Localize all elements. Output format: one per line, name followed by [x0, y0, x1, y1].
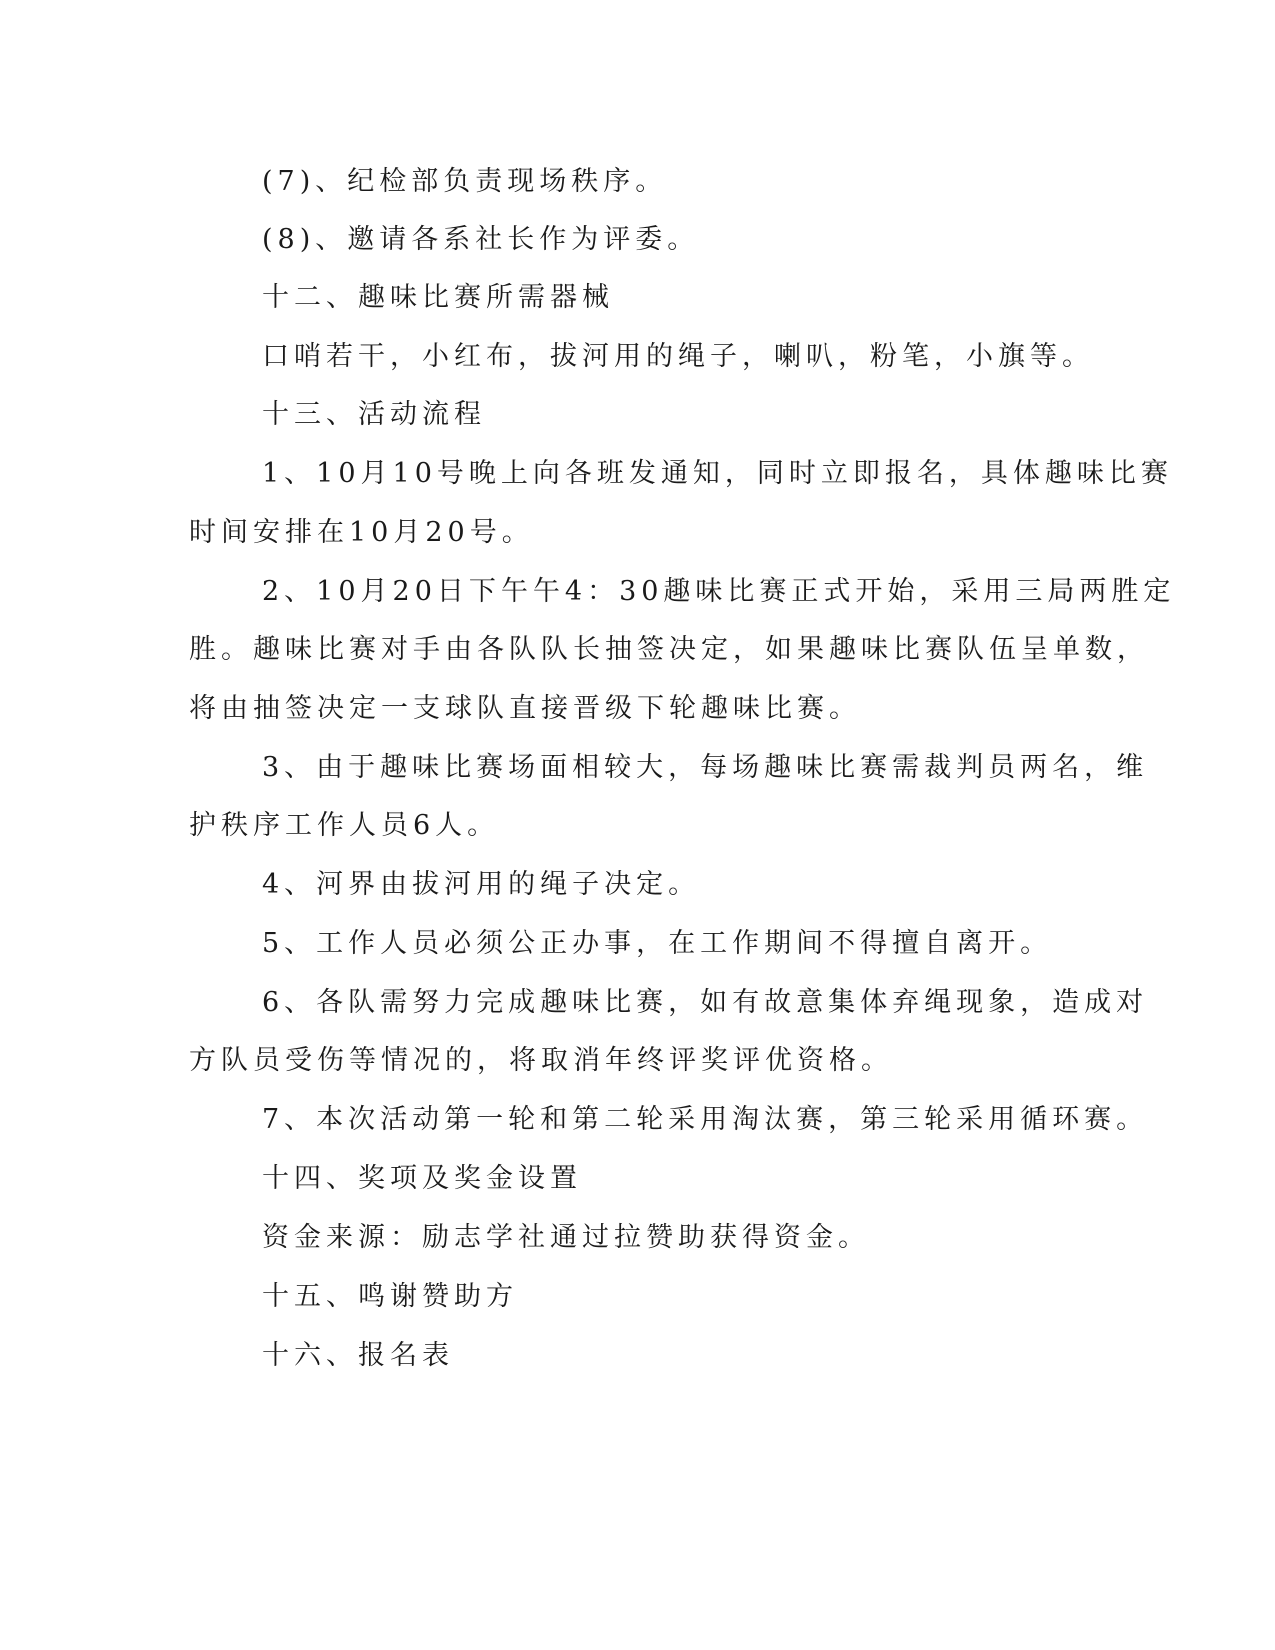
flow-step-6-line-2: 方队员受伤等情况的，将取消年终评奖评优资格。 — [189, 1045, 893, 1076]
flow-step-3-line-2: 护秩序工作人员6人。 — [189, 810, 500, 841]
section-14-heading: 十四、奖项及奖金设置 — [262, 1163, 582, 1194]
funding-source: 资金来源：励志学社通过拉赞助获得资金。 — [262, 1222, 870, 1253]
flow-step-4: 4、河界由拔河用的绳子决定。 — [262, 869, 701, 900]
flow-step-2-line-3: 将由抽签决定一支球队直接晋级下轮趣味比赛。 — [189, 693, 861, 724]
flow-step-2-line-1: 2、10月20日下午午4：30趣味比赛正式开始，采用三局两胜定 — [262, 576, 1176, 607]
section-13-heading: 十三、活动流程 — [262, 399, 486, 430]
flow-step-6-line-1: 6、各队需努力完成趣味比赛，如有故意集体弃绳现象，造成对 — [262, 987, 1149, 1018]
equipment-list: 口哨若干，小红布，拔河用的绳子，喇叭，粉笔，小旗等。 — [262, 341, 1094, 372]
item-7-discipline: (7)、纪检部负责现场秩序。 — [262, 166, 668, 197]
flow-step-5: 5、工作人员必须公正办事，在工作期间不得擅自离开。 — [262, 928, 1053, 959]
item-8-judges: (8)、邀请各系社长作为评委。 — [262, 224, 700, 255]
flow-step-2-line-2: 胜。趣味比赛对手由各队队长抽签决定，如果趣味比赛队伍呈单数， — [189, 634, 1149, 665]
section-16-heading: 十六、报名表 — [262, 1340, 454, 1371]
flow-step-1-line-2: 时间安排在10月20号。 — [189, 517, 534, 548]
flow-step-3-line-1: 3、由于趣味比赛场面相较大，每场趣味比赛需裁判员两名，维 — [262, 752, 1149, 783]
flow-step-1-line-1: 1、10月10号晚上向各班发通知，同时立即报名，具体趣味比赛 — [262, 458, 1173, 489]
flow-step-7: 7、本次活动第一轮和第二轮采用淘汰赛，第三轮采用循环赛。 — [262, 1104, 1149, 1135]
section-12-heading: 十二、趣味比赛所需器械 — [262, 282, 614, 313]
section-15-heading: 十五、鸣谢赞助方 — [262, 1281, 518, 1312]
